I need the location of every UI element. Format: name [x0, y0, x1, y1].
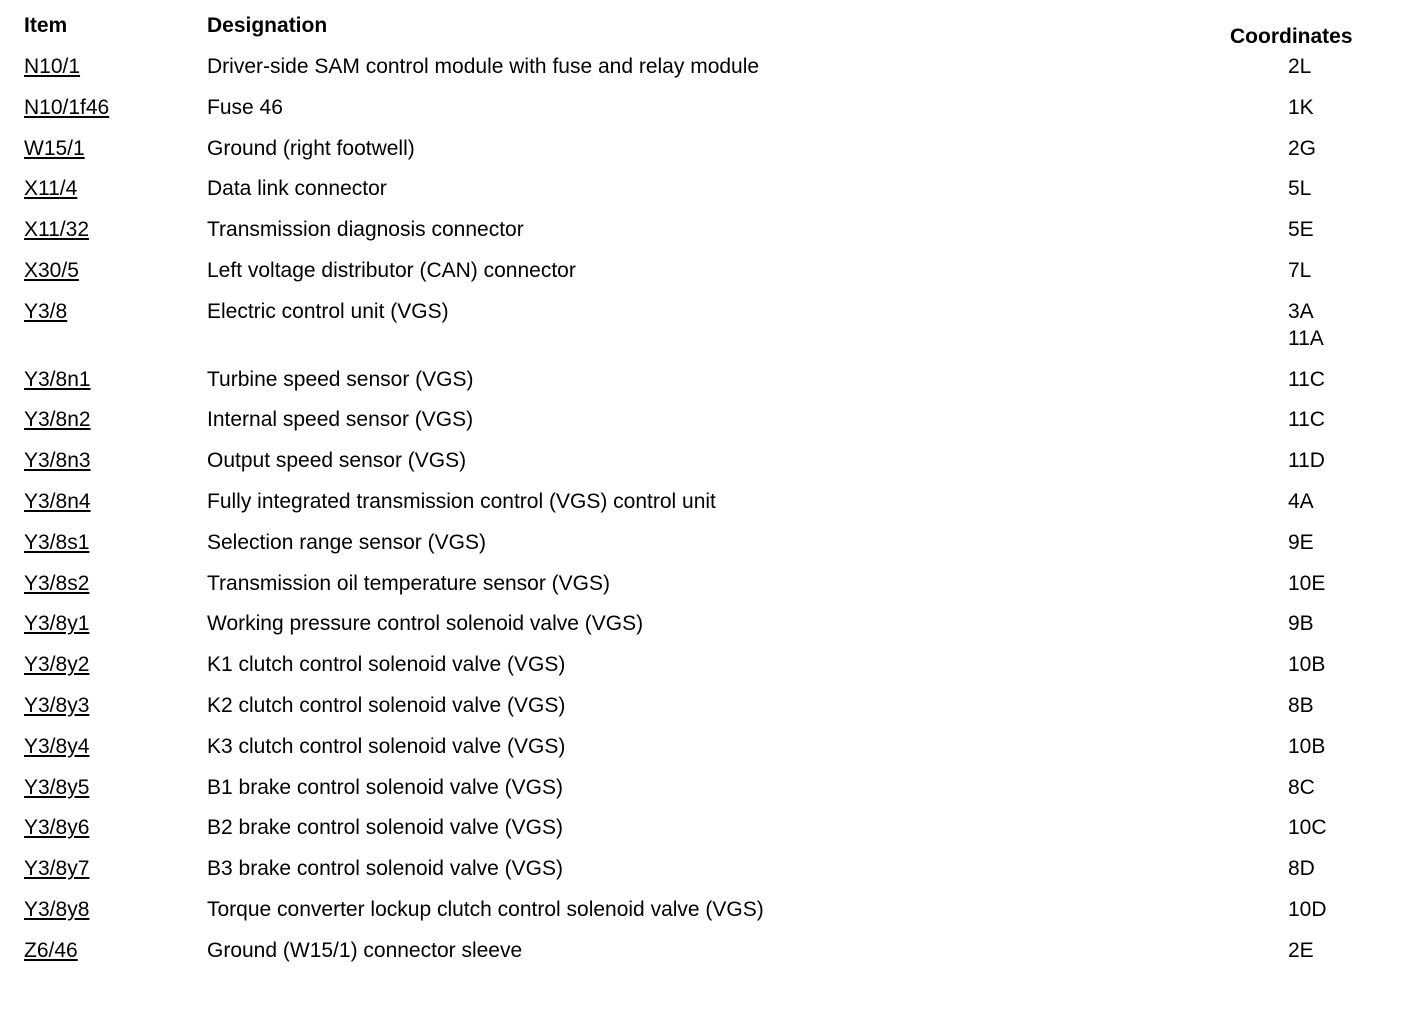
designation-text: Fully integrated transmission control (VGS) control unit: [207, 490, 716, 513]
coordinate-value: 3A: [1288, 299, 1314, 323]
coordinates-cell: [1288, 651, 1325, 678]
designation-text: Ground (right footwell): [207, 136, 415, 160]
coordinates-cell: [1288, 896, 1327, 923]
coordinate-value: 8C: [1288, 775, 1315, 799]
coordinate-value: 11C: [1288, 367, 1325, 391]
coordinates-cell: [1288, 733, 1325, 760]
item-link[interactable]: X30/5: [24, 259, 79, 282]
coordinate-value: 1K: [1288, 95, 1314, 119]
item-link[interactable]: Y3/8n4: [24, 490, 91, 513]
coordinates-cell: [1288, 53, 1311, 80]
header-designation: Designation: [207, 14, 328, 37]
designation-text: Turbine speed sensor (VGS): [207, 367, 474, 391]
designation-text: Driver-side SAM control module with fuse and relay module: [207, 55, 760, 78]
coordinates-cell: [1288, 447, 1325, 474]
coordinates-cell: [1288, 257, 1311, 284]
coordinate-value: 4A: [1288, 490, 1314, 513]
coordinate-value: 10B: [1288, 734, 1326, 758]
item-link[interactable]: Y3/8y4: [24, 734, 90, 758]
coordinates-cell: [1288, 175, 1311, 202]
coordinates-cell: [1288, 135, 1316, 162]
coordinate-value: 11A: [1288, 326, 1324, 350]
coordinates-cell: [1288, 610, 1314, 637]
item-link[interactable]: Y3/8: [24, 299, 68, 323]
coordinates-cell: [1288, 298, 1324, 352]
designation-text: Electric control unit (VGS): [207, 299, 449, 323]
item-link[interactable]: X11/4: [24, 177, 78, 201]
item-link[interactable]: W15/1: [24, 136, 85, 160]
designation-text: Left voltage distributor (CAN) connector: [207, 259, 576, 282]
item-link[interactable]: Y3/8y5: [24, 775, 90, 799]
designation-text: K3 clutch control solenoid valve (VGS): [207, 734, 566, 758]
coordinates-cell: [1288, 529, 1314, 556]
item-link[interactable]: Y3/8y8: [24, 898, 90, 921]
item-link[interactable]: Y3/8y1: [24, 612, 90, 636]
designation-text: Data link connector: [207, 177, 387, 201]
coordinates-cell: [1288, 488, 1314, 515]
coordinate-value: 11C: [1288, 408, 1325, 432]
designation-text: Internal speed sensor (VGS): [207, 408, 474, 432]
designation-text: Transmission oil temperature sensor (VGS): [207, 571, 611, 595]
coordinates-cell: [1288, 855, 1315, 882]
coordinate-value: 9E: [1288, 530, 1314, 554]
coordinates-cell: [1288, 937, 1314, 964]
designation-text: Ground (W15/1) connector sleeve: [207, 938, 523, 962]
coordinate-value: 10E: [1288, 571, 1326, 595]
coordinates-cell: [1288, 774, 1315, 801]
item-link[interactable]: Y3/8y3: [24, 694, 90, 717]
coordinates-cell: [1288, 366, 1325, 393]
header-coordinates: Coordinates: [1230, 25, 1353, 48]
coordinate-value: 8B: [1288, 694, 1314, 717]
coordinate-value: 2E: [1288, 938, 1314, 962]
coordinate-value: 8D: [1288, 857, 1315, 881]
coordinate-value: 10B: [1288, 653, 1326, 677]
coordinates-cell: [1288, 94, 1314, 121]
item-link[interactable]: Y3/8y2: [24, 653, 90, 677]
item-link[interactable]: X11/32: [24, 218, 89, 242]
item-link[interactable]: Z6/46: [24, 938, 78, 962]
designation-text: Selection range sensor (VGS): [207, 530, 486, 554]
item-link[interactable]: Y3/8y7: [24, 857, 90, 881]
coordinates-cell: [1288, 692, 1314, 719]
designation-text: B2 brake control solenoid valve (VGS): [207, 816, 564, 840]
coordinates-cell: [1288, 814, 1327, 841]
coordinates-cell: [1288, 406, 1325, 433]
item-link[interactable]: Y3/8s2: [24, 571, 90, 595]
item-link[interactable]: N10/1f46: [24, 95, 110, 119]
header-item: Item: [24, 14, 68, 37]
designation-text: Working pressure control solenoid valve (VGS): [207, 612, 644, 636]
designation-text: Transmission diagnosis connector: [207, 218, 524, 242]
coordinate-value: 5L: [1288, 177, 1312, 201]
item-link[interactable]: Y3/8s1: [24, 530, 90, 554]
coordinate-value: 5E: [1288, 218, 1314, 242]
coordinates-cell: [1288, 216, 1314, 243]
coordinate-value: 10C: [1288, 816, 1327, 840]
designation-text: K1 clutch control solenoid valve (VGS): [207, 653, 566, 677]
item-link[interactable]: Y3/8n1: [24, 367, 91, 391]
coordinate-value: 9B: [1288, 612, 1314, 636]
designation-text: B1 brake control solenoid valve (VGS): [207, 775, 564, 799]
designation-text: Torque converter lockup clutch control solenoid valve (VGS): [207, 898, 764, 921]
item-link[interactable]: Y3/8n3: [24, 449, 91, 473]
coordinate-value: 10D: [1288, 898, 1327, 921]
coordinate-value: 2L: [1288, 55, 1312, 78]
designation-text: Fuse 46: [207, 95, 283, 119]
designation-text: B3 brake control solenoid valve (VGS): [207, 857, 564, 881]
coordinate-value: 2G: [1288, 136, 1317, 160]
item-link[interactable]: Y3/8y6: [24, 816, 90, 840]
designation-text: Output speed sensor (VGS): [207, 449, 467, 473]
designation-text: K2 clutch control solenoid valve (VGS): [207, 694, 566, 717]
coordinate-value: 7L: [1288, 259, 1312, 282]
coordinate-value: 11D: [1288, 449, 1325, 473]
item-link[interactable]: Y3/8n2: [24, 408, 91, 432]
coordinates-cell: [1288, 570, 1325, 597]
item-link[interactable]: N10/1: [24, 55, 81, 78]
